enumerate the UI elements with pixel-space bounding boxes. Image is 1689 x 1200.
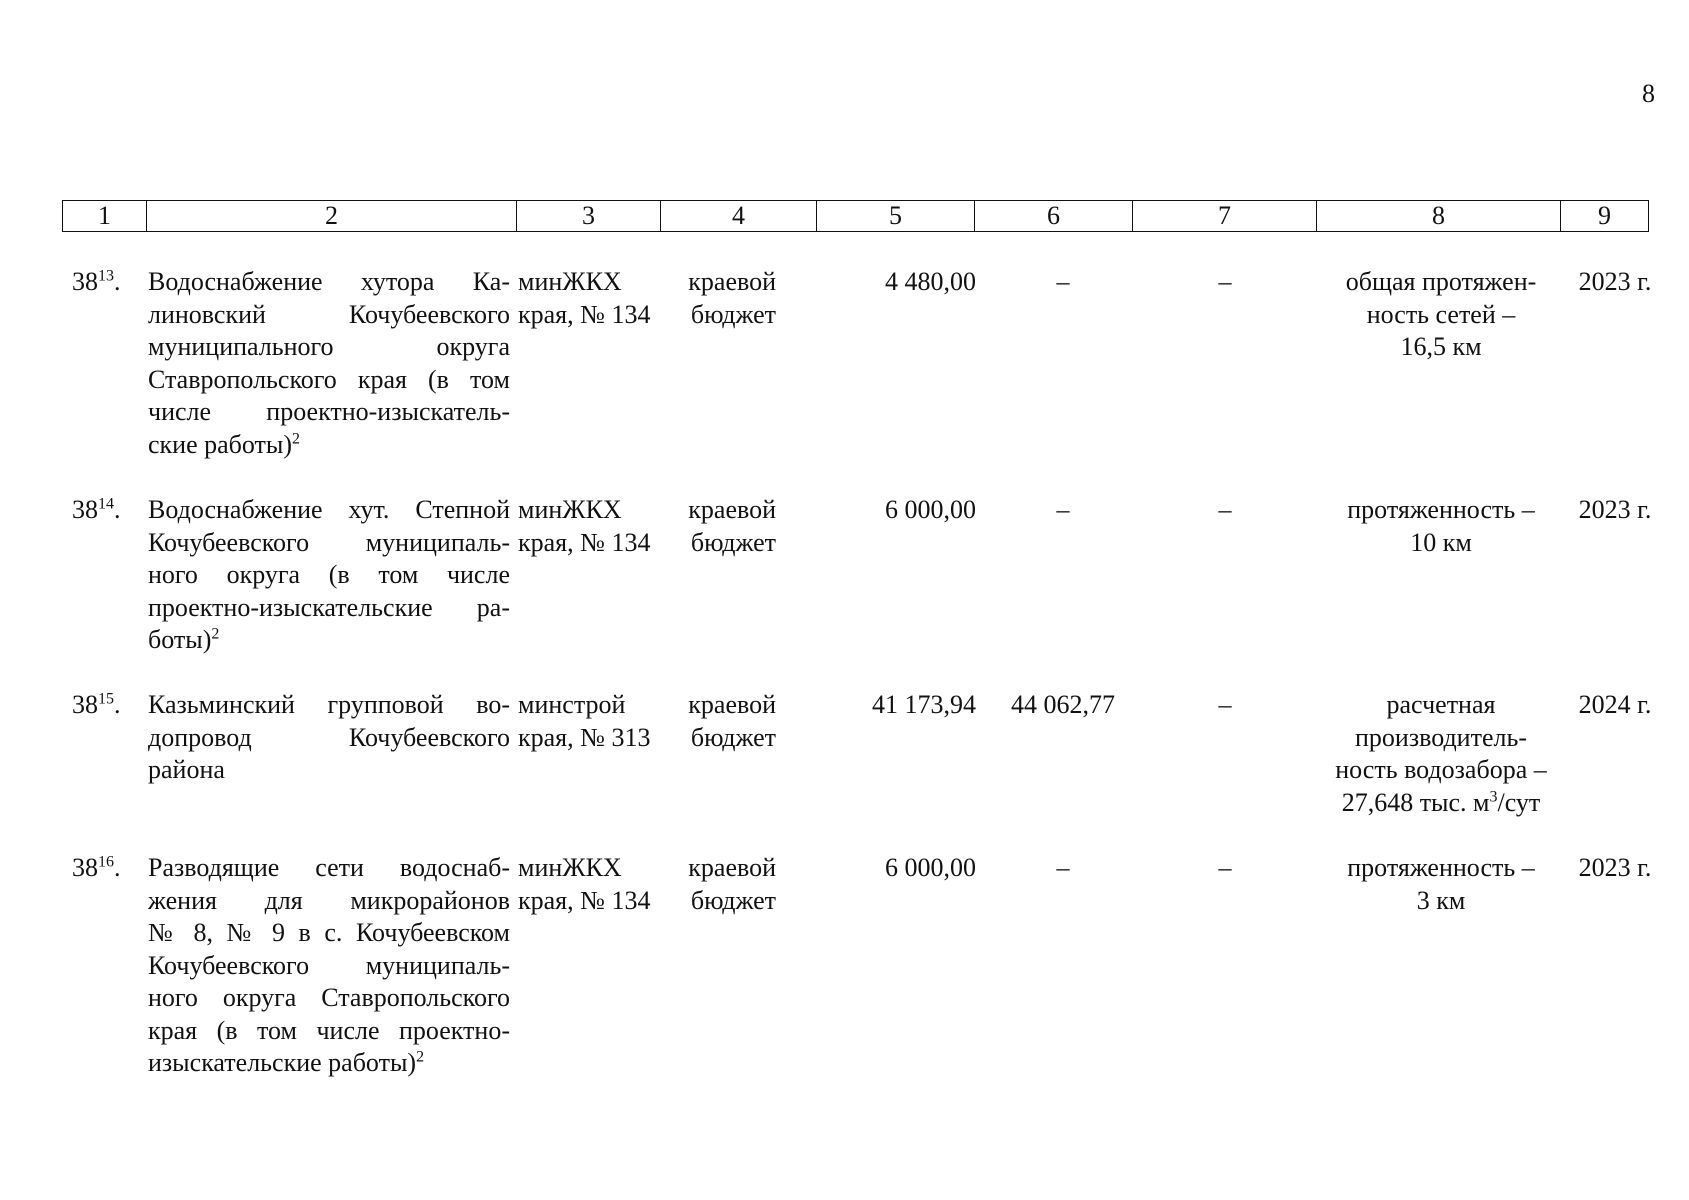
header-col-2: 2 bbox=[147, 201, 517, 232]
header-col-5: 5 bbox=[817, 201, 975, 232]
capacity: протяженность – 10 км bbox=[1347, 495, 1535, 557]
page-number: 8 bbox=[1642, 79, 1655, 108]
responsible-body: минЖКХ края, № 134 bbox=[518, 267, 651, 329]
capacity: протяженность – 3 км bbox=[1347, 853, 1535, 915]
amount-col7: – bbox=[1218, 267, 1232, 296]
row-title: Казьминский групповой во- допровод Кочубеевского района bbox=[148, 690, 510, 784]
funding-source: краевой бюджет bbox=[688, 267, 776, 329]
amount-col7: – bbox=[1218, 495, 1232, 524]
funding-source: краевой бюджет bbox=[688, 853, 776, 915]
funding-source: краевой бюджет bbox=[688, 690, 776, 752]
capacity: общая протяжен- ность сетей – 16,5 км bbox=[1345, 267, 1537, 361]
amount-col5: 6 000,00 bbox=[885, 853, 976, 882]
column-number-header bbox=[62, 200, 1649, 232]
row-number: $38^{15}$. bbox=[72, 690, 121, 719]
header-col-9: 9 bbox=[1561, 201, 1649, 232]
row-number: $38^{13}$. bbox=[72, 267, 121, 296]
header-col-1: 1 bbox=[63, 201, 147, 232]
amount-col7: – bbox=[1218, 853, 1232, 882]
row-number: $38^{16}$. bbox=[72, 853, 121, 882]
row-title: Водоснабжение хутора Ка- линовский Кочубеевского муниципального округа Ставропольского края (в том числе проектно-изыскатель- ские работы)$^2$ bbox=[148, 267, 510, 459]
year: 2024 г. bbox=[1578, 690, 1652, 719]
year: 2023 г. bbox=[1578, 495, 1652, 524]
amount-col7: – bbox=[1218, 690, 1232, 719]
header-col-7: 7 bbox=[1133, 201, 1317, 232]
responsible-body: минЖКХ края, № 134 bbox=[518, 853, 651, 915]
funding-source: краевой бюджет bbox=[688, 495, 776, 557]
row-title: Разводящие сети водоснаб- жения для микрорайонов № 8, № 9 в с. Кочубеевском Кочубеевского муниципаль- ного округа Ставропольского края (в том числе проектно- изыскательские работы)$^2$ bbox=[148, 853, 510, 1077]
responsible-body: минЖКХ края, № 134 bbox=[518, 495, 651, 557]
row-title: Водоснабжение хут. Степной Кочубеевского муниципаль- ного округа (в том числе проектно-изыскательские ра- боты)$^2$ bbox=[148, 495, 510, 654]
header-col-4: 4 bbox=[661, 201, 817, 232]
year: 2023 г. bbox=[1578, 853, 1652, 882]
responsible-body: минстрой края, № 313 bbox=[518, 690, 651, 752]
amount-col5: 41 173,94 bbox=[872, 690, 976, 719]
amount-col5: 6 000,00 bbox=[885, 495, 976, 524]
header-col-3: 3 bbox=[517, 201, 661, 232]
capacity: расчетная производитель- ность водозабора – 27,648 тыс. $м^3$/сут bbox=[1335, 690, 1547, 817]
amount-col6: 44 062,77 bbox=[1011, 690, 1115, 719]
amount-col6: – bbox=[1056, 495, 1070, 524]
year: 2023 г. bbox=[1578, 267, 1652, 296]
amount-col6: – bbox=[1056, 853, 1070, 882]
header-col-6: 6 bbox=[975, 201, 1133, 232]
amount-col6: – bbox=[1056, 267, 1070, 296]
amount-col5: 4 480,00 bbox=[885, 267, 976, 296]
header-col-8: 8 bbox=[1317, 201, 1561, 232]
row-number: $38^{14}$. bbox=[72, 495, 121, 524]
